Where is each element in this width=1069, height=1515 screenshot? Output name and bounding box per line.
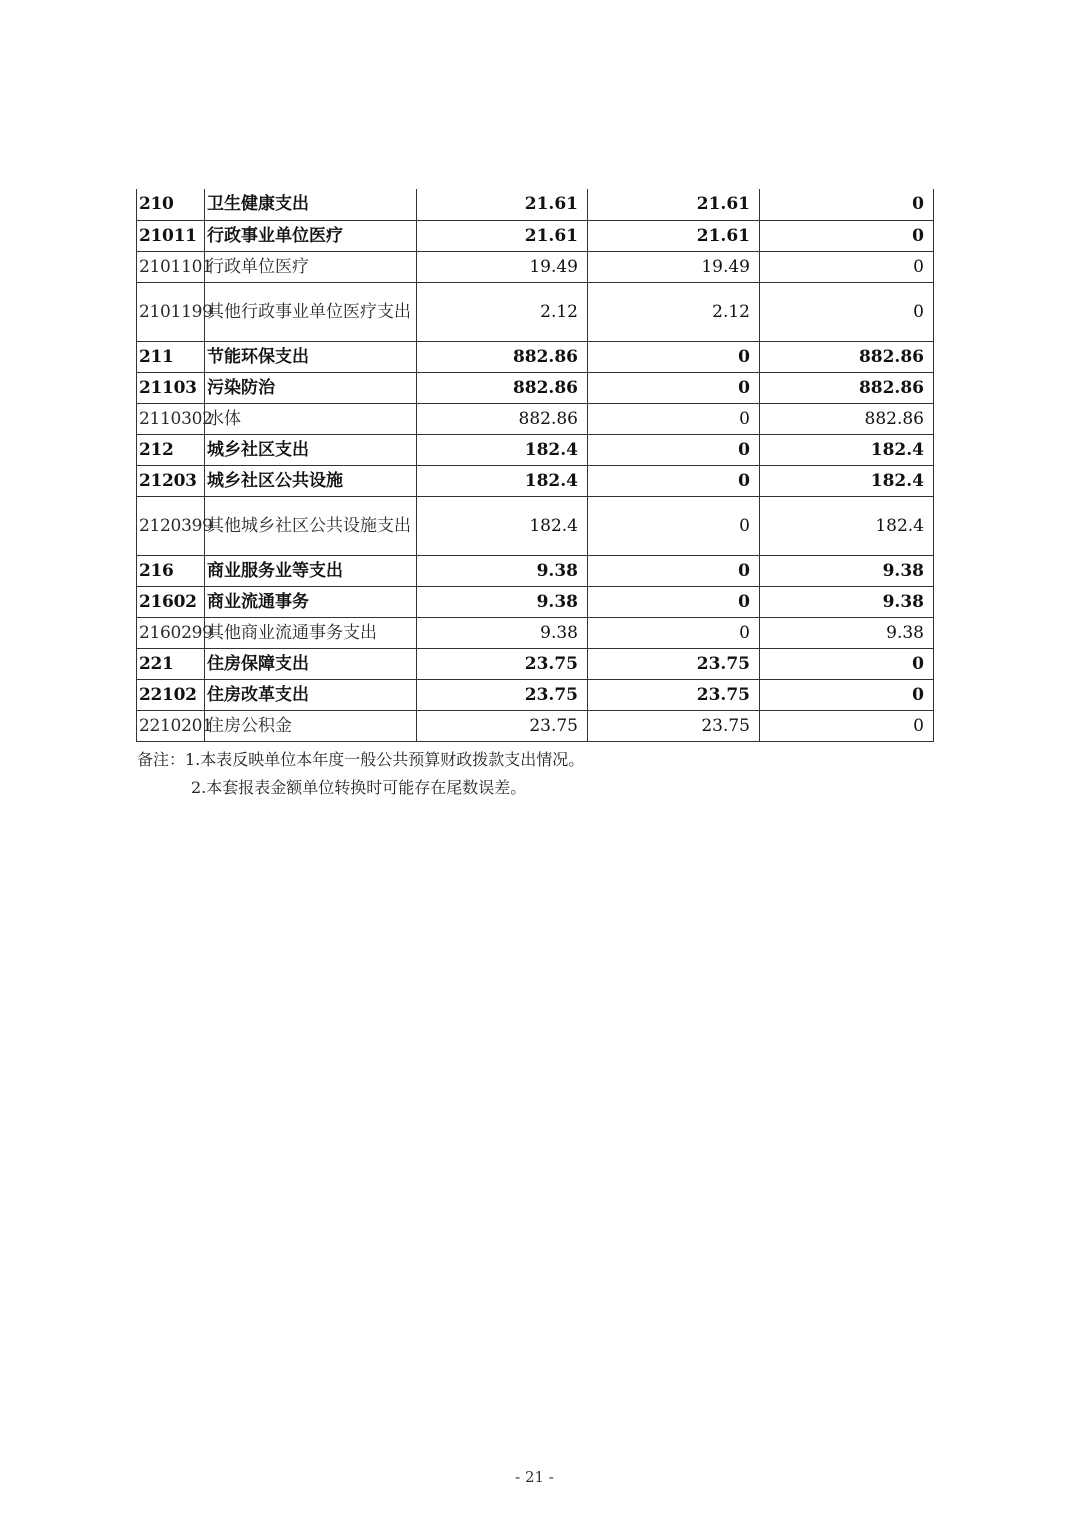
name-cell: 行政单位医疗	[205, 251, 417, 282]
code-cell: 216	[137, 555, 205, 586]
basic-expenditure-cell: 2.12	[588, 282, 760, 341]
total-cell: 23.75	[417, 648, 588, 679]
code-cell: 22102	[137, 679, 205, 710]
basic-expenditure-cell: 23.75	[588, 648, 760, 679]
name-cell: 城乡社区公共设施	[205, 465, 417, 496]
basic-expenditure-cell: 0	[588, 403, 760, 434]
project-expenditure-cell: 882.86	[760, 372, 934, 403]
code-cell: 2120399	[137, 496, 205, 555]
total-cell: 21.61	[417, 220, 588, 251]
code-cell: 21103	[137, 372, 205, 403]
total-cell: 182.4	[417, 434, 588, 465]
table-row	[137, 710, 934, 741]
table-row	[137, 465, 934, 496]
project-expenditure-cell: 182.4	[760, 465, 934, 496]
total-cell: 9.38	[417, 617, 588, 648]
name-cell: 节能环保支出	[205, 341, 417, 372]
project-expenditure-cell: 9.38	[760, 586, 934, 617]
code-cell: 21011	[137, 220, 205, 251]
basic-expenditure-cell: 19.49	[588, 251, 760, 282]
name-cell: 城乡社区支出	[205, 434, 417, 465]
code-cell: 2160299	[137, 617, 205, 648]
project-expenditure-cell: 0	[760, 282, 934, 341]
name-cell: 住房保障支出	[205, 648, 417, 679]
total-cell: 21.61	[417, 189, 588, 220]
table-row	[137, 341, 934, 372]
basic-expenditure-cell: 23.75	[588, 710, 760, 741]
basic-expenditure-cell: 0	[588, 617, 760, 648]
name-cell: 住房公积金	[205, 710, 417, 741]
total-cell: 9.38	[417, 555, 588, 586]
total-cell: 19.49	[417, 251, 588, 282]
code-cell: 211	[137, 341, 205, 372]
basic-expenditure-cell: 0	[588, 586, 760, 617]
table-body	[137, 189, 934, 741]
basic-expenditure-cell: 0	[588, 372, 760, 403]
name-cell: 水体	[205, 403, 417, 434]
note-line-2: 2.本套报表金额单位转换时可能存在尾数误差。	[191, 778, 527, 797]
table-row	[137, 403, 934, 434]
total-cell: 9.38	[417, 586, 588, 617]
project-expenditure-cell: 0	[760, 710, 934, 741]
note-line-1: 备注：1.本表反映单位本年度一般公共预算财政拨款支出情况。	[137, 750, 585, 769]
table-row	[137, 496, 934, 555]
table-row	[137, 434, 934, 465]
code-cell: 2110302	[137, 403, 205, 434]
project-expenditure-cell: 9.38	[760, 617, 934, 648]
project-expenditure-cell: 9.38	[760, 555, 934, 586]
table-row	[137, 648, 934, 679]
table-row	[137, 617, 934, 648]
basic-expenditure-cell: 21.61	[588, 220, 760, 251]
code-cell: 2101199	[137, 282, 205, 341]
name-cell: 行政事业单位医疗	[205, 220, 417, 251]
project-expenditure-cell: 0	[760, 648, 934, 679]
total-cell: 182.4	[417, 496, 588, 555]
total-cell: 882.86	[417, 372, 588, 403]
name-cell: 住房改革支出	[205, 679, 417, 710]
basic-expenditure-cell: 21.61	[588, 189, 760, 220]
code-cell: 2210201	[137, 710, 205, 741]
table-row	[137, 586, 934, 617]
code-cell: 212	[137, 434, 205, 465]
project-expenditure-cell: 182.4	[760, 434, 934, 465]
basic-expenditure-cell: 0	[588, 434, 760, 465]
table-row	[137, 189, 934, 220]
basic-expenditure-cell: 0	[588, 341, 760, 372]
name-cell: 其他城乡社区公共设施支出	[205, 496, 417, 555]
project-expenditure-cell: 0	[760, 189, 934, 220]
name-cell: 污染防治	[205, 372, 417, 403]
code-cell: 210	[137, 189, 205, 220]
notes	[137, 746, 584, 802]
total-cell: 882.86	[417, 341, 588, 372]
code-cell: 21203	[137, 465, 205, 496]
basic-expenditure-cell: 0	[588, 465, 760, 496]
table-row	[137, 251, 934, 282]
table-row	[137, 679, 934, 710]
total-cell: 23.75	[417, 679, 588, 710]
project-expenditure-cell: 0	[760, 679, 934, 710]
project-expenditure-cell: 882.86	[760, 341, 934, 372]
project-expenditure-cell: 0	[760, 251, 934, 282]
page-number: - 21 -	[515, 1468, 554, 1486]
name-cell: 商业服务业等支出	[205, 555, 417, 586]
total-cell: 882.86	[417, 403, 588, 434]
table-row	[137, 372, 934, 403]
table-row	[137, 220, 934, 251]
total-cell: 23.75	[417, 710, 588, 741]
code-cell: 2101101	[137, 251, 205, 282]
basic-expenditure-cell: 0	[588, 496, 760, 555]
name-cell: 卫生健康支出	[205, 189, 417, 220]
name-cell: 其他行政事业单位医疗支出	[205, 282, 417, 341]
code-cell: 221	[137, 648, 205, 679]
total-cell: 2.12	[417, 282, 588, 341]
total-cell: 182.4	[417, 465, 588, 496]
budget-expenditure-table	[136, 189, 934, 742]
basic-expenditure-cell: 23.75	[588, 679, 760, 710]
basic-expenditure-cell: 0	[588, 555, 760, 586]
project-expenditure-cell: 182.4	[760, 496, 934, 555]
project-expenditure-cell: 882.86	[760, 403, 934, 434]
table-row	[137, 555, 934, 586]
project-expenditure-cell: 0	[760, 220, 934, 251]
name-cell: 其他商业流通事务支出	[205, 617, 417, 648]
table-row	[137, 282, 934, 341]
code-cell: 21602	[137, 586, 205, 617]
name-cell: 商业流通事务	[205, 586, 417, 617]
